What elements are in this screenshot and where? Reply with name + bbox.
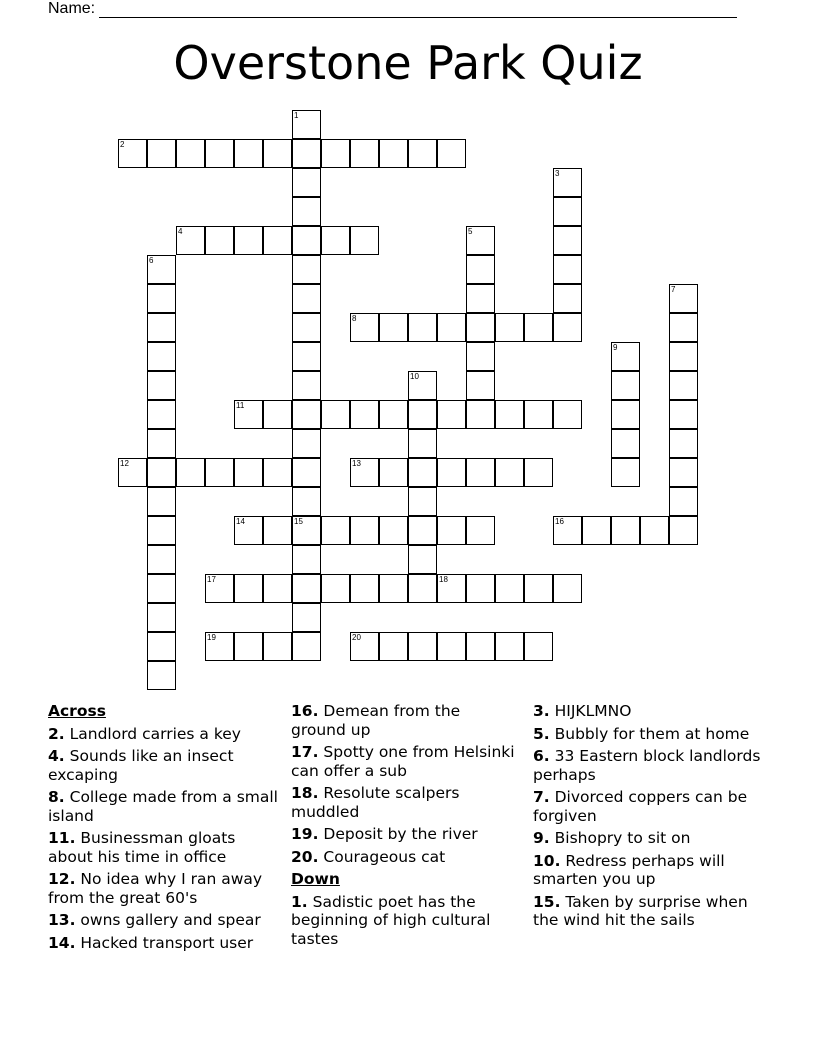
cell-number: 2 [120,140,125,149]
grid-cell[interactable] [292,545,321,574]
grid-cell[interactable] [205,458,234,487]
grid-cell[interactable] [147,255,176,284]
grid-cell[interactable] [553,255,582,284]
grid-cell[interactable] [553,400,582,429]
grid-cell[interactable] [669,487,698,516]
grid-cell[interactable] [205,139,234,168]
grid-cell[interactable] [495,458,524,487]
clue-down-3: 3. HIJKLMNO [533,702,632,720]
grid-cell[interactable] [495,400,524,429]
clue-column-1 [48,702,278,956]
grid-cell[interactable] [147,139,176,168]
cell-number: 6 [149,256,154,265]
grid-cell[interactable] [263,516,292,545]
grid-cell[interactable] [408,545,437,574]
grid-cell[interactable] [669,400,698,429]
clue-across-12: 12. No idea why I ran away from the great 60's [48,870,263,907]
cell-number: 19 [207,633,216,642]
grid-cell[interactable] [147,458,176,487]
grid-cell[interactable] [234,400,263,429]
grid-cell[interactable] [669,284,698,313]
grid-cell[interactable] [147,284,176,313]
clue-column-2 [291,702,516,952]
clue-across-19: 19. Deposit by the river [291,825,478,843]
grid-cell[interactable] [350,313,379,342]
grid-cell[interactable] [611,342,640,371]
grid-cell[interactable] [466,458,495,487]
grid-cell[interactable] [205,226,234,255]
grid-cell[interactable] [292,284,321,313]
clue-across-16: 16. Demean from the ground up [291,702,461,739]
grid-cell[interactable] [408,574,437,603]
grid-cell[interactable] [524,632,553,661]
grid-cell[interactable] [379,574,408,603]
grid-cell[interactable] [147,661,176,690]
grid-cell[interactable] [263,574,292,603]
cell-number: 20 [352,633,361,642]
down-heading: Down [291,870,340,888]
grid-cell[interactable] [292,371,321,400]
grid-cell[interactable] [611,429,640,458]
across-heading: Across [48,702,106,720]
grid-cell[interactable] [611,458,640,487]
grid-cell[interactable] [408,458,437,487]
grid-cell[interactable] [466,342,495,371]
clue-down-7: 7. Divorced coppers can be forgiven [533,788,748,825]
grid-cell[interactable] [234,632,263,661]
grid-cell[interactable] [292,313,321,342]
grid-cell[interactable] [263,226,292,255]
clue-down-9: 9. Bishopry to sit on [533,829,691,847]
grid-cell[interactable] [466,371,495,400]
grid-cell[interactable] [437,632,466,661]
grid-cell[interactable] [147,632,176,661]
grid-cell[interactable] [669,313,698,342]
cell-number: 7 [671,285,676,294]
grid-cell[interactable] [350,574,379,603]
grid-cell[interactable] [263,458,292,487]
grid-cell[interactable] [495,313,524,342]
grid-cell[interactable] [321,226,350,255]
grid-cell[interactable] [437,313,466,342]
clue-down-15: 15. Taken by surprise when the wind hit the sails [533,892,748,929]
grid-cell[interactable] [292,574,321,603]
grid-cell[interactable] [147,487,176,516]
grid-cell[interactable] [147,371,176,400]
grid-cell[interactable] [292,139,321,168]
grid-cell[interactable] [263,400,292,429]
grid-cell[interactable] [147,342,176,371]
grid-cell[interactable] [321,574,350,603]
grid-cell[interactable] [379,632,408,661]
grid-cell[interactable] [292,516,321,545]
puzzle-title: Overstone Park Quiz [173,36,643,90]
clue-across-17: 17. Spotty one from Helsinki can offer a sub [291,743,515,780]
cell-number: 18 [439,575,448,584]
cell-number: 14 [236,517,245,526]
grid-cell[interactable] [292,429,321,458]
clue-across-20: 20. Courageous cat [291,847,446,866]
grid-cell[interactable] [176,139,205,168]
grid-cell[interactable] [524,400,553,429]
cell-number: 15 [294,517,303,526]
grid-cell[interactable] [437,574,466,603]
grid-cell[interactable] [263,139,292,168]
grid-cell[interactable] [582,516,611,545]
grid-cell[interactable] [321,139,350,168]
grid-cell[interactable] [466,313,495,342]
grid-cell[interactable] [118,139,147,168]
grid-cell[interactable] [553,168,582,197]
grid-cell[interactable] [292,632,321,661]
grid-cell[interactable] [640,516,669,545]
grid-cell[interactable] [408,516,437,545]
grid-cell[interactable] [350,458,379,487]
name-label: Name: [48,0,96,17]
grid-cell[interactable] [466,284,495,313]
grid-cell[interactable] [234,226,263,255]
grid-cell[interactable] [205,632,234,661]
grid-cell[interactable] [292,487,321,516]
grid-cell[interactable] [147,429,176,458]
grid-cell[interactable] [292,400,321,429]
grid-cell[interactable] [437,400,466,429]
grid-cell[interactable] [408,632,437,661]
grid-cell[interactable] [495,632,524,661]
grid-cell[interactable] [379,313,408,342]
grid-cell[interactable] [466,632,495,661]
grid-cell[interactable] [669,458,698,487]
grid-cell[interactable] [350,516,379,545]
grid-cell[interactable] [611,400,640,429]
grid-cell[interactable] [350,226,379,255]
grid-cell[interactable] [292,603,321,632]
grid-cell[interactable] [379,139,408,168]
grid-cell[interactable] [292,197,321,226]
grid-cell[interactable] [553,197,582,226]
grid-cell[interactable] [321,516,350,545]
grid-cell[interactable] [553,284,582,313]
grid-cell[interactable] [669,342,698,371]
grid-cell[interactable] [611,371,640,400]
clue-down-1: 1. Sadistic poet has the beginning of high cultural tastes [291,892,491,948]
grid-cell[interactable] [408,313,437,342]
cell-number: 5 [468,227,473,236]
grid-cell[interactable] [408,371,437,400]
grid-cell[interactable] [292,168,321,197]
grid-cell[interactable] [553,313,582,342]
grid-cell[interactable] [292,110,321,139]
cell-number: 1 [294,111,299,120]
grid-cell[interactable] [466,516,495,545]
grid-cell[interactable] [495,574,524,603]
grid-cell[interactable] [321,400,350,429]
cell-number: 8 [352,314,357,323]
grid-cell[interactable] [234,139,263,168]
grid-cell[interactable] [437,139,466,168]
grid-cell[interactable] [147,545,176,574]
grid-cell[interactable] [379,516,408,545]
grid-cell[interactable] [437,516,466,545]
grid-cell[interactable] [147,516,176,545]
clue-across-8: 8. College made from a small island [48,788,278,825]
clue-across-11: 11. Businessman gloats about his time in office [48,829,236,866]
grid-cell[interactable] [350,400,379,429]
grid-cell[interactable] [466,255,495,284]
grid-cell[interactable] [147,400,176,429]
grid-cell[interactable] [669,429,698,458]
grid-cell[interactable] [147,603,176,632]
cell-number: 11 [236,401,245,410]
grid-cell[interactable] [263,632,292,661]
grid-cell[interactable] [408,400,437,429]
grid-cell[interactable] [611,516,640,545]
grid-cell[interactable] [234,458,263,487]
cell-number: 4 [178,227,183,236]
grid-cell[interactable] [234,516,263,545]
grid-cell[interactable] [553,574,582,603]
grid-cell[interactable] [147,313,176,342]
cell-number: 10 [410,372,419,381]
grid-cell[interactable] [669,371,698,400]
grid-cell[interactable] [379,400,408,429]
grid-cell[interactable] [118,458,147,487]
cell-number: 13 [352,459,361,468]
grid-cell[interactable] [350,632,379,661]
cell-number: 17 [207,575,216,584]
grid-cell[interactable] [524,574,553,603]
grid-cell[interactable] [408,429,437,458]
grid-cell[interactable] [408,487,437,516]
cell-number: 3 [555,169,560,178]
grid-cell[interactable] [408,139,437,168]
grid-cell[interactable] [437,458,466,487]
grid-cell[interactable] [524,458,553,487]
cell-number: 9 [613,343,618,352]
clue-across-2: 2. Landlord carries a key [48,724,241,743]
grid-cell[interactable] [524,313,553,342]
grid-cell[interactable] [292,458,321,487]
cell-number: 12 [120,459,129,468]
clue-down-5: 5. Bubbly for them at home [533,724,750,743]
clue-across-13: 13. owns gallery and spear [48,911,261,929]
grid-cell[interactable] [234,574,263,603]
clue-across-4: 4. Sounds like an insect excaping [48,747,234,784]
cell-number: 16 [555,517,564,526]
grid-cell[interactable] [553,516,582,545]
clue-column-3 [533,702,773,934]
grid-cell[interactable] [379,458,408,487]
grid-cell[interactable] [350,139,379,168]
clue-down-6: 6. 33 Eastern block landlords perhaps [533,747,761,784]
grid-cell[interactable] [669,516,698,545]
grid-cell[interactable] [205,574,234,603]
clue-down-10: 10. Redress perhaps will smarten you up [533,851,725,888]
grid-cell[interactable] [292,342,321,371]
grid-cell[interactable] [466,574,495,603]
grid-cell[interactable] [176,458,205,487]
grid-cell[interactable] [292,255,321,284]
grid-cell[interactable] [466,226,495,255]
grid-cell[interactable] [292,226,321,255]
grid-cell[interactable] [176,226,205,255]
grid-cell[interactable] [147,574,176,603]
clue-across-14: 14. Hacked transport user [48,933,254,952]
grid-cell[interactable] [466,400,495,429]
clue-across-18: 18. Resolute scalpers muddled [291,784,460,821]
grid-cell[interactable] [553,226,582,255]
